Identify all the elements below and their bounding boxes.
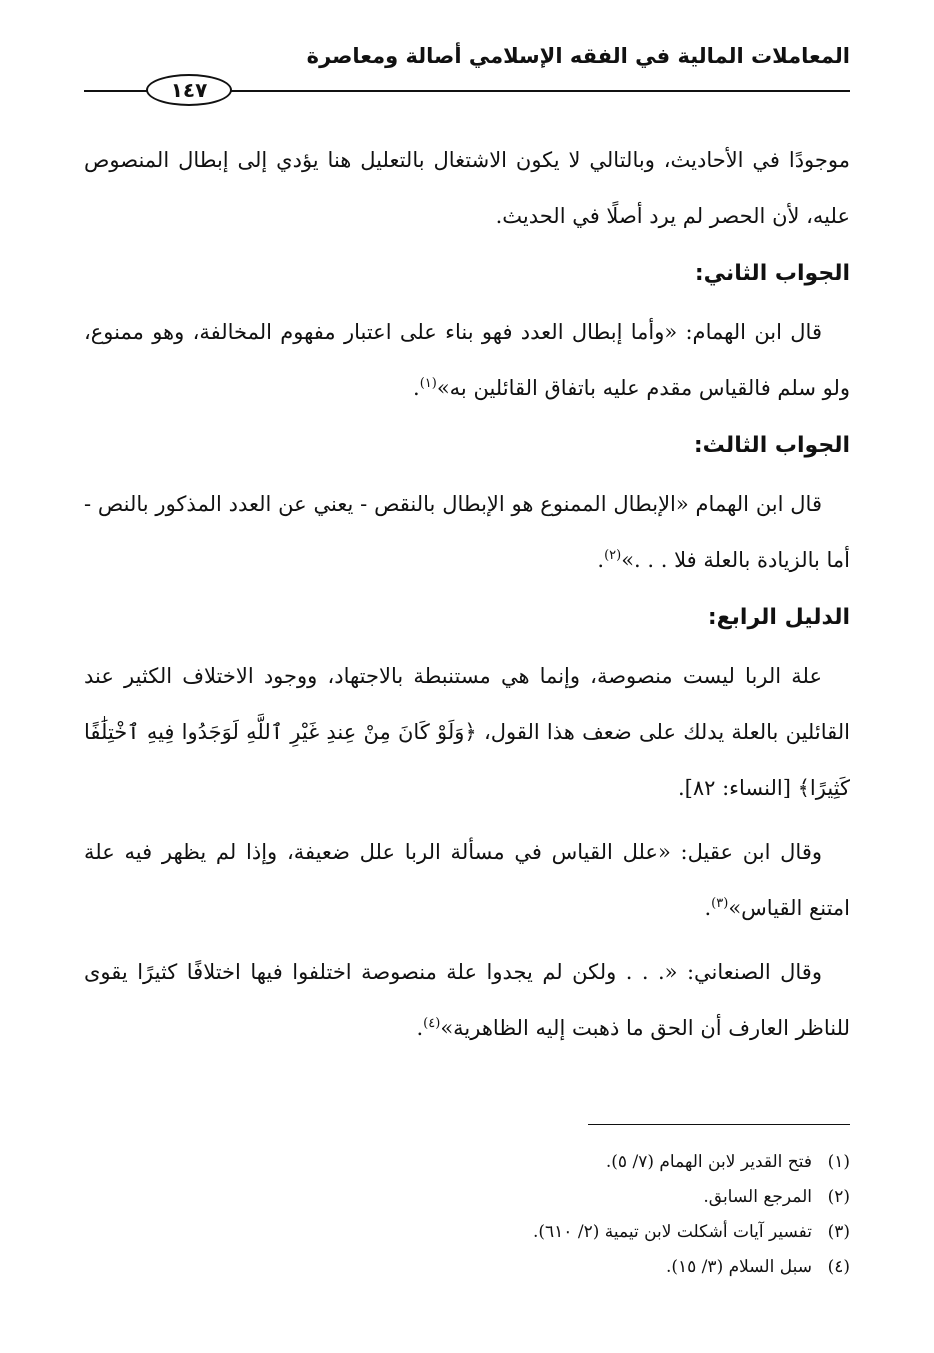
paragraph-5-text: وقال ابن عقيل: «علل القياس في مسألة الربا علل ضعيفة، وإذا لم يظهر فيه علة امتنع القياس» — [84, 840, 850, 920]
main-text — [84, 132, 850, 1056]
footnote-item — [84, 1215, 850, 1250]
footnote-text: تفسير آيات أشكلت لابن تيمية (٢/ ٦١٠). — [532, 1222, 812, 1242]
footnote-number: (١) — [827, 1152, 850, 1172]
footnote-text: فتح القدير لابن الهمام (٧/ ٥). — [605, 1152, 812, 1172]
footnote-text: سبل السلام (٣/ ١٥). — [665, 1257, 812, 1277]
book-title: المعاملات المالية في الفقه الإسلامي أصالة ومعاصرة — [306, 44, 850, 68]
quran-verse: ﴿وَلَوْ كَانَ مِنْ عِندِ غَيْرِ ٱللَّهِ لَوَجَدُوا فِيهِ ٱخْتِلَٰفًا كَثِيرًا﴾ — [84, 720, 850, 800]
verse-reference: [النساء: ٨٢]. — [677, 776, 798, 800]
footnote-number: (٢) — [827, 1187, 850, 1207]
footnote-ref-4: (٤) — [423, 1016, 441, 1031]
paragraph-4-text: علة الربا ليست منصوصة، وإنما هي مستنبطة بالاجتهاد، ووجود الاختلاف الكثير عند القائلين بالعلة يدلك على ضعف هذا القول، — [84, 664, 850, 744]
heading-third-answer: الجواب الثالث: — [693, 433, 850, 458]
footnote-item — [84, 1250, 850, 1285]
heading-fourth-evidence: الدليل الرابع: — [707, 605, 850, 630]
footnote-ref-3: (٣) — [711, 896, 729, 911]
paragraph-2-text: قال ابن الهمام: «وأما إبطال العدد فهو بناء على اعتبار مفهوم المخالفة، وهو ممنوع، ولو سلم فالقياس مقدم عليه باتفاق القائلين به» — [84, 320, 850, 400]
paragraph-4 — [84, 648, 850, 816]
paragraph-5 — [84, 824, 850, 936]
footnote-number: (٤) — [827, 1257, 850, 1277]
footnote-item — [84, 1180, 850, 1215]
paragraph-2 — [84, 304, 850, 416]
footnote-text: المرجع السابق. — [703, 1187, 812, 1207]
paragraph-2-end: . — [413, 376, 420, 400]
footnote-item — [84, 1145, 850, 1180]
paragraph-1: موجودًا في الأحاديث، وبالتالي لا يكون الاشتغال بالتعليل هنا يؤدي إلى إبطال المنصوص عليه، لأن الحصر لم يرد أصلًا في الحديث. — [84, 148, 850, 228]
paragraph-5-end: . — [704, 896, 712, 920]
paragraph-3-text: قال ابن الهمام «الإبطال الممنوع هو الإبطال بالنقص - يعني عن العدد المذكور بالنص - أما بالزيادة بالعلة فلا . . .» — [84, 492, 850, 572]
page-number: ١٤٧ — [146, 74, 232, 106]
paragraph-3-end: . — [597, 548, 605, 572]
footnote-ref-2: (٢) — [604, 548, 622, 563]
paragraph-6 — [84, 944, 850, 1056]
footnote-number: (٣) — [827, 1222, 850, 1242]
paragraph-3 — [84, 476, 850, 588]
heading-second-answer: الجواب الثاني: — [694, 261, 850, 286]
footnote-ref-1: (١) — [419, 376, 437, 391]
running-header — [84, 44, 850, 78]
footnote-rule — [588, 1124, 850, 1125]
paragraph-6-text: وقال الصنعاني: «. . . ولكن لم يجدوا علة منصوصة اختلفوا فيها اختلافًا كثيرًا يقوى للناظر العارف أن الحق ما ذهبت إليه الظاهرية» — [84, 960, 850, 1040]
paragraph-6-end: . — [416, 1016, 424, 1040]
footnotes — [84, 1145, 850, 1285]
